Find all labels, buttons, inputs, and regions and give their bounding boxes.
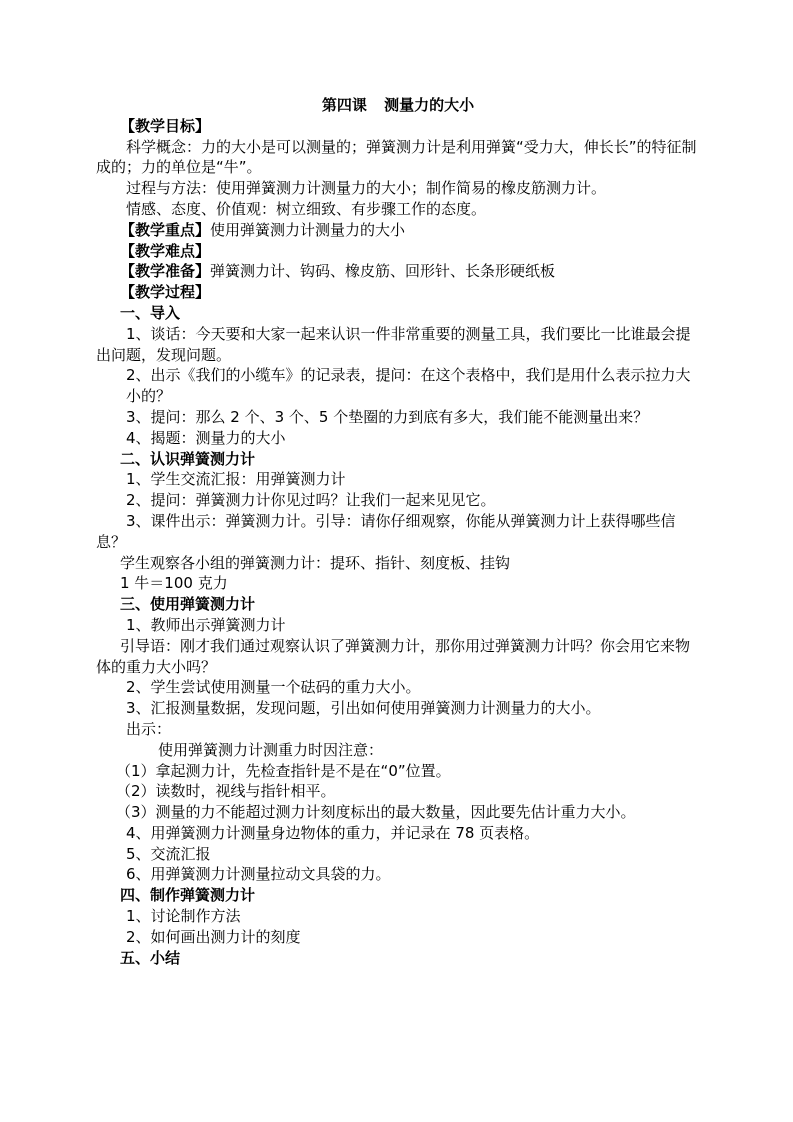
lesson-number: 第四课: [321, 96, 367, 114]
lesson-name: 测量力的大小: [384, 96, 475, 114]
section-3-item-6: 使用弹簧测力计测重力时因注意：: [158, 740, 384, 759]
section-3-item-9: （3）测量的力不能超过测力计刻度标出的最大数量，因此要先估计重力大小。: [116, 803, 636, 822]
section-2-item-4: 学生观察各小组的弹簧测力计：提环、指针、刻度板、挂钩: [120, 553, 511, 572]
section-3-item-10: 4、用弹簧测力计测量身边物体的重力，并记录在 78 页表格。: [126, 823, 540, 842]
section-1-item-3: 3、提问：那么 2 个、3 个、5 个垫圈的力到底有多大，我们能不能测量出来？: [126, 407, 649, 426]
preparation: [96, 261, 700, 282]
section-3-item-4: 3、汇报测量数据，发现问题，引出如何使用弹簧测力计测量力的大小。: [126, 699, 601, 718]
section-1-item-2: 2、出示《我们的小缆车》的记录表，提问：在这个表格中，我们是用什么表示拉力大小的？: [126, 366, 691, 406]
key-text: 使用弹簧测力计测量力的大小: [210, 220, 406, 239]
section-3-item-3: 2、学生尝试使用测量一个砝码的重力大小。: [126, 678, 421, 697]
section-3-item-8: （2）读数时，视线与指针相平。: [116, 782, 336, 801]
lesson-title: [96, 95, 700, 116]
section-2-item-2: 2、提问：弹簧测力计你见过吗？让我们一起来见见它。: [126, 491, 496, 510]
goal-heading: 【教学目标】: [120, 116, 211, 135]
difficulty-heading: 【教学难点】: [120, 241, 211, 260]
section-3-item-12: 6、用弹簧测力计测量拉动文具袋的力。: [126, 865, 391, 884]
section-3-item-5: 出示：: [126, 719, 172, 738]
document-body: [96, 95, 700, 968]
section-3-item-2: 引导语：刚才我们通过观察认识了弹簧测力计，那你用过弹簧测力计吗？你会用它来物体的重力大小吗？: [96, 636, 691, 676]
goal-process: 过程与方法：使用弹簧测力计测量力的大小；制作简易的橡皮筋测力计。: [126, 179, 607, 198]
prep-text: 弹簧测力计、钩码、橡皮筋、回形针、长条形硬纸板: [210, 262, 556, 281]
section-4-item-1: 1、讨论制作方法: [126, 907, 241, 926]
section-2-item-3: 3、课件出示：弹簧测力计。引导：请你仔细观察，你能从弹簧测力计上获得哪些信息？: [96, 511, 676, 551]
goal-attitude: 情感、态度、价值观：树立细致、有步骤工作的态度。: [126, 199, 487, 218]
section-4-item-2: 2、如何画出测力计的刻度: [126, 927, 301, 946]
process-heading: 【教学过程】: [120, 283, 211, 302]
section-1-heading: 一、导入: [120, 303, 181, 322]
section-5-heading: 五、小结: [120, 948, 181, 967]
section-3-item-1: 1、教师出示弹簧测力计: [126, 615, 286, 634]
key-point: [96, 220, 700, 241]
section-3-heading: 三、使用弹簧测力计: [120, 595, 256, 614]
goal-science: 科学概念：力的大小是可以测量的；弹簧测力计是利用弹簧“受力大，伸长长”的特征制成的；力的单位是“牛”。: [96, 137, 697, 177]
section-3-item-7: （1）拿起测力计，先检查指针是不是在“0”位置。: [116, 761, 451, 780]
key-heading: 【教学重点】: [120, 220, 211, 239]
section-1-item-1: 1、谈话：今天要和大家一起来认识一件非常重要的测量工具，我们要比一比谁最会提出问题，发现问题。: [96, 324, 691, 364]
section-4-heading: 四、制作弹簧测力计: [120, 886, 256, 905]
section-2-item-1: 1、学生交流汇报：用弹簧测力计: [126, 470, 346, 489]
prep-heading: 【教学准备】: [120, 262, 211, 281]
section-1-item-4: 4、揭题：测量力的大小: [126, 428, 286, 447]
section-3-item-11: 5、交流汇报: [126, 844, 211, 863]
section-2-heading: 二、认识弹簧测力计: [120, 449, 256, 468]
section-2-item-5: 1 牛＝100 克力: [120, 574, 228, 593]
